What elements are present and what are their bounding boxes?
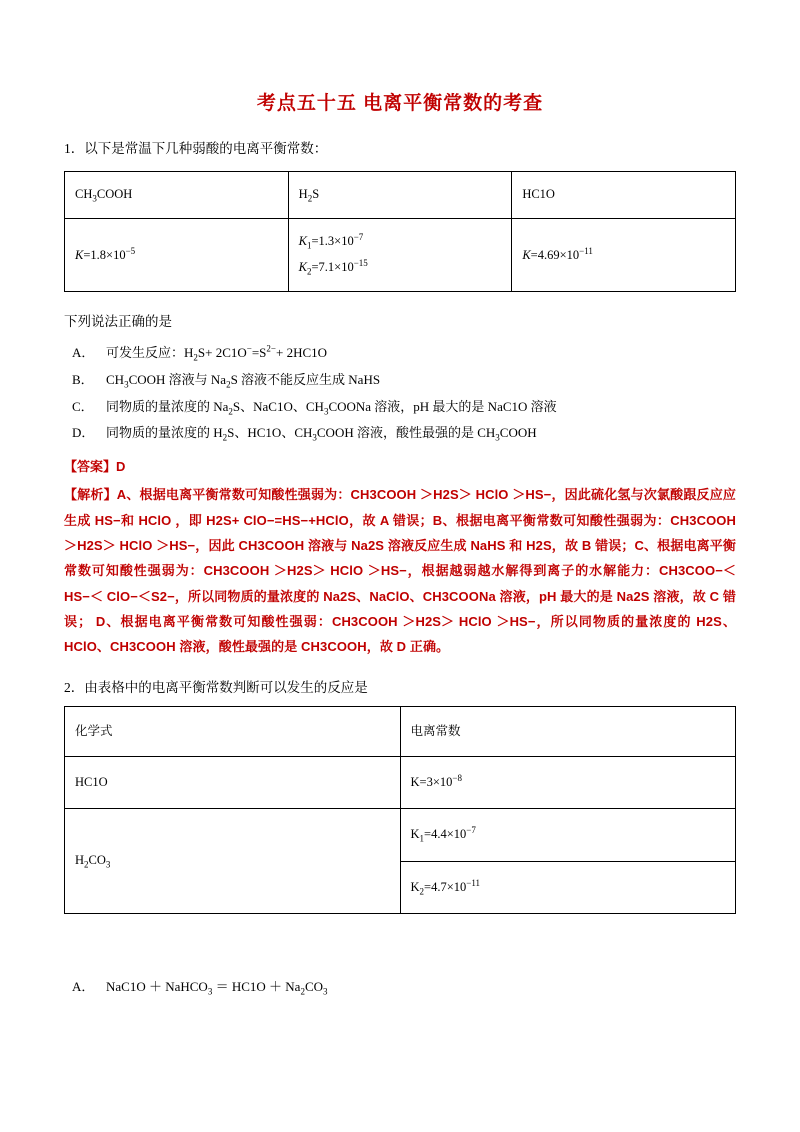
- option-text: NaC1O ＋ NaHCO$_3$ ＝ $HC1O + Na_2CO_3$: [106, 979, 328, 998]
- option-label: A．: [72, 345, 95, 361]
- k-exponent: −5: [125, 245, 136, 256]
- k-value: $K_1=4.4\times 10$: [410, 826, 467, 844]
- table-header-hclo: [512, 172, 736, 219]
- k-symbol: K: [298, 260, 307, 275]
- question1-answer: 【答案】D: [64, 458, 126, 474]
- table-cell-k-h2s: [288, 219, 512, 292]
- question1-analysis: 【解析】A、根据电离平衡常数可知酸性强弱为：CH3COOH ＞H2S＞ HClO ＞HS−，因此硫化氢与次氯酸跟反应应生成 HS−和 HClO ，即 H2S+ ClO−=HS−+HClO，故 A 错误；B、根据电离平衡常数可知酸性强弱为：CH3COOH ＞H2S＞ HClO ＞HS−，因此 CH3COOH 溶液与 Na2S 溶液反应生成 NaHS 和 H2S，故 B 错误；C、根据电离平衡常数可知酸性强弱为：CH3COOH ＞H2S＞ HClO ＞HS−，根据越弱越水解得到离子的水解能力：CH3COO−＜HS−＜ ClO−＜S2−，所以同物质的量浓度的 Na2S、NaClO、CH3COONa 溶液，pH 最大的是 Na2S 溶液，故 C 错误； D、根据电离平衡常数可知酸性强弱：CH3COOH ＞H2S＞ HClO ＞HS−，所以同物质的量浓度的 H2S、HClO、CH3COOH 溶液，酸性最强的是 CH3COOH，故 D 正确。: [64, 487, 736, 655]
- k2-line: [299, 255, 502, 281]
- k-exponent: −7: [466, 824, 476, 835]
- k-exponent: −15: [353, 258, 368, 269]
- k-index: 1: [307, 240, 312, 251]
- table-row: [65, 706, 736, 756]
- cell-text: HC1O: [522, 187, 555, 202]
- table-cell-k-acetic: [65, 219, 289, 292]
- k-value: K=3×10: [410, 775, 453, 790]
- option-d: [64, 420, 736, 447]
- table-cell-formula-h2co3: [65, 808, 401, 914]
- table-header-ch3cooh: [65, 172, 289, 219]
- option-text: 同物质的量浓度的 $Na_2S$、NaC1O、$CH_3COONa$ 溶液，pH 最大的是 NaC1O 溶液: [106, 398, 557, 417]
- k-exponent: −11: [579, 245, 593, 256]
- k-symbol: K: [298, 234, 307, 249]
- question2-constants-table: [64, 706, 736, 915]
- k-exponent: −8: [452, 773, 462, 784]
- option-label: B．: [72, 372, 94, 388]
- k1-line: [299, 229, 502, 255]
- question2-stem: 2．由表格中的电离平衡常数判断可以发生的反应是: [64, 679, 368, 695]
- table-cell-k2-h2co3: [400, 861, 736, 914]
- option-a: [64, 340, 736, 367]
- table-row: [65, 808, 736, 861]
- table-row: [65, 172, 736, 219]
- page-title: 考点五十五 电离平衡常数的考查: [256, 93, 544, 114]
- k-exponent: −7: [353, 232, 364, 243]
- table-row: [65, 219, 736, 292]
- cell-text: $H_2CO_3$: [75, 852, 111, 870]
- option-label: C．: [72, 398, 94, 414]
- table-header-h2s: [288, 172, 512, 219]
- question1-stem: 1．以下是常温下几种弱酸的电离平衡常数：: [64, 141, 328, 156]
- option-b: [64, 367, 736, 394]
- k-symbol: K: [75, 247, 84, 262]
- k-value: $K_2=4.7\times 10$: [410, 879, 467, 897]
- table-header-constant: 电离常数: [400, 706, 736, 756]
- option-text: $CH_3COOH$ 溶液与 $Na_2S$ 溶液不能反应生成 NaHS: [106, 372, 381, 390]
- option-c: [64, 394, 736, 421]
- table-cell-k1-h2co3: [400, 808, 736, 861]
- k-index: 2: [307, 266, 312, 277]
- cell-text: $H_2S$: [298, 187, 320, 204]
- k-value: =7.1×10: [311, 260, 354, 275]
- question2-option-a: [64, 974, 736, 1001]
- table-cell-k-hclo: [400, 757, 736, 808]
- question1-prompt: 下列说法正确的是: [64, 313, 172, 329]
- question1-constants-table: [64, 171, 736, 292]
- option-label: A．: [72, 979, 95, 995]
- option-text: 可发生反应：$H_2S+ 2C1O^-=S^{2-}+ 2HC1O$: [106, 344, 328, 364]
- table-row: [65, 757, 736, 808]
- option-label: D．: [72, 425, 95, 441]
- question1-options: [64, 340, 736, 447]
- k-value: =1.3×10: [311, 234, 354, 249]
- option-text: 同物质的量浓度的 $H_2S$、HC1O、$CH_3COOH$ 溶液，酸性最强的是 $CH_3COOH$: [106, 425, 537, 443]
- cell-text: $CH_3COOH$: [75, 187, 133, 204]
- table-cell-formula-hclo: HC1O: [65, 757, 401, 808]
- k-exponent: −11: [466, 877, 481, 888]
- k-value: =1.8×10: [83, 247, 126, 262]
- k-value: =4.69×10: [530, 247, 580, 262]
- table-cell-k-hclo: [512, 219, 736, 292]
- k-symbol: K: [522, 247, 531, 262]
- table-header-formula: 化学式: [65, 706, 401, 756]
